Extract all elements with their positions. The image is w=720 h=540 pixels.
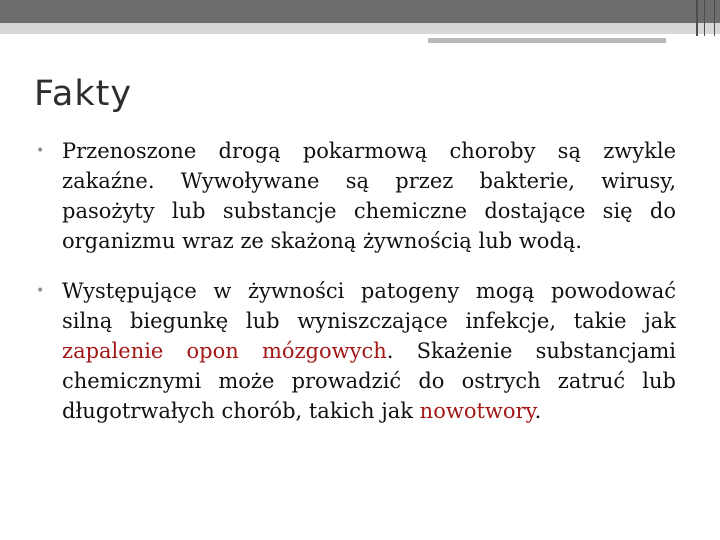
bullet-list (36, 136, 676, 446)
bullet-text-part: Występujące w żywności patogeny mogą powodować silną biegunkę lub wyniszczające infekcje, takie jak (62, 279, 676, 333)
header-edge-line (714, 0, 715, 36)
slide-title: Fakty (34, 74, 133, 114)
header-edge-line (696, 0, 698, 36)
bullet-item (36, 136, 676, 256)
bullet-text-part: . Skażenie substancjami chemicznymi może prowadzić do ostrych zatruć lub długotrwałych chorób, takich jak (62, 339, 677, 423)
header-separator (0, 34, 720, 36)
header-bar-dark (0, 0, 720, 23)
bullet-dot-icon: • (36, 143, 45, 159)
bullet-text-part: . (534, 399, 542, 423)
header-accent-bar (428, 38, 666, 43)
header-edge-line (704, 0, 705, 36)
highlighted-term-meningitis: zapalenie opon mózgowych (62, 339, 387, 363)
highlighted-term-cancer: nowotwory (419, 399, 535, 423)
bullet-text: Przenoszone drogą pokarmową choroby są zwykle zakaźne. Wywoływane są przez bakterie, wirusy, pasożyty lub substancje chemiczne dostające się do organizmu wraz ze skażoną żywnością lub wodą. (62, 139, 676, 253)
bullet-item (36, 276, 676, 426)
bullet-dot-icon: • (36, 283, 45, 299)
